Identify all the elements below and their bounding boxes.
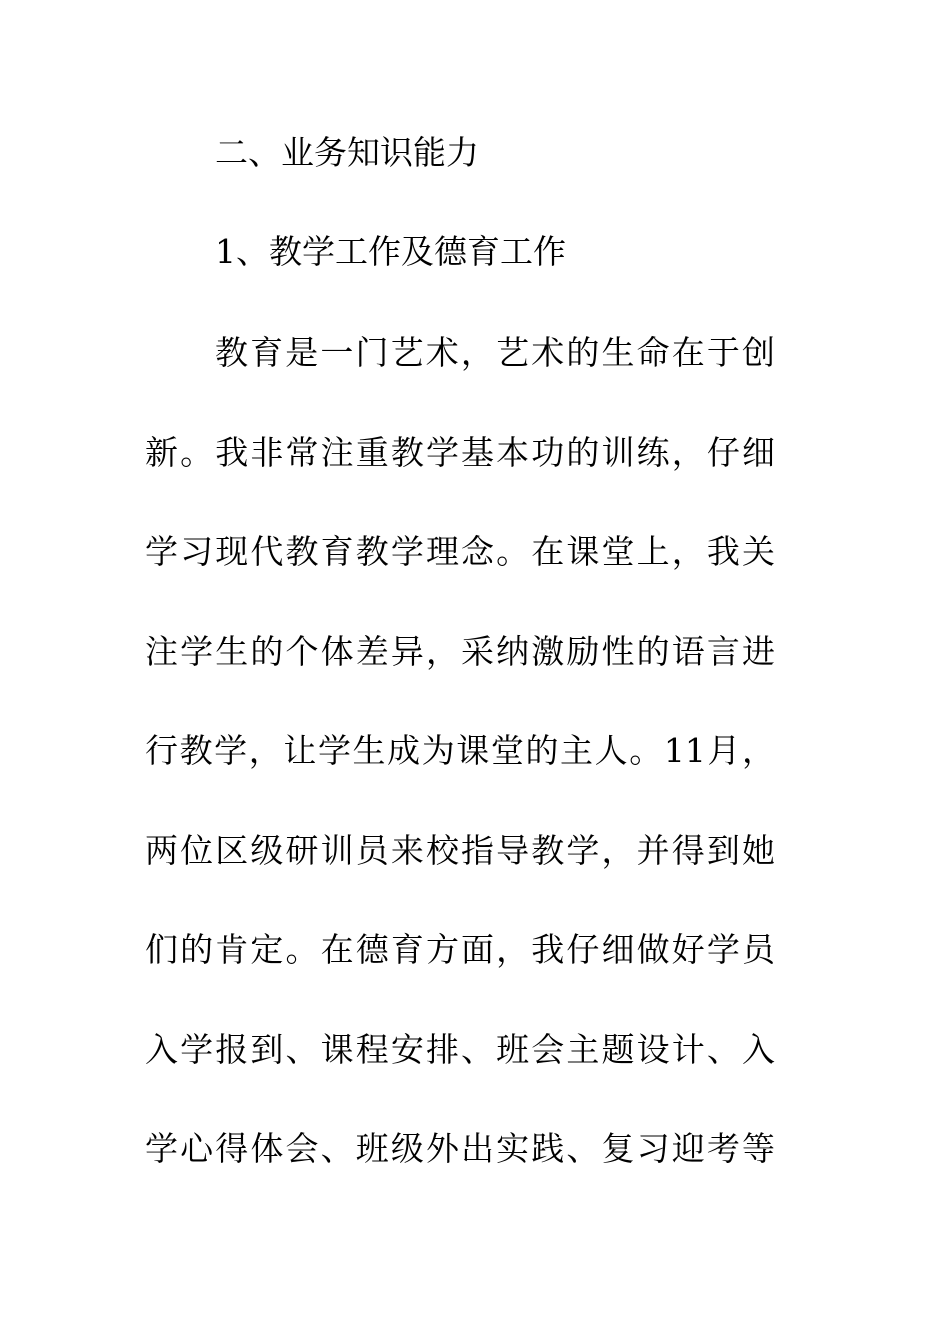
section-heading: 二、业务知识能力 bbox=[215, 133, 479, 172]
paragraph-line: 行教学，让学生成为课堂的主人。11月， bbox=[145, 731, 775, 770]
subsection-heading: 1、教学工作及德育工作 bbox=[215, 232, 566, 271]
paragraph-line: 入学报到、课程安排、班会主题设计、入 bbox=[145, 1030, 775, 1069]
paragraph-line: 学习现代教育教学理念。在课堂上，我关 bbox=[145, 532, 775, 571]
paragraph-line: 们的肯定。在德育方面，我仔细做好学员 bbox=[145, 930, 775, 969]
paragraph-line: 注学生的个体差异，采纳激励性的语言进 bbox=[145, 632, 775, 671]
paragraph-line: 学心得体会、班级外出实践、复习迎考等 bbox=[145, 1129, 775, 1168]
paragraph-line: 新。我非常注重教学基本功的训练，仔细 bbox=[145, 433, 775, 472]
paragraph-line: 教育是一门艺术，艺术的生命在于创 bbox=[215, 333, 775, 372]
paragraph-line: 两位区级研训员来校指导教学，并得到她 bbox=[145, 831, 775, 870]
